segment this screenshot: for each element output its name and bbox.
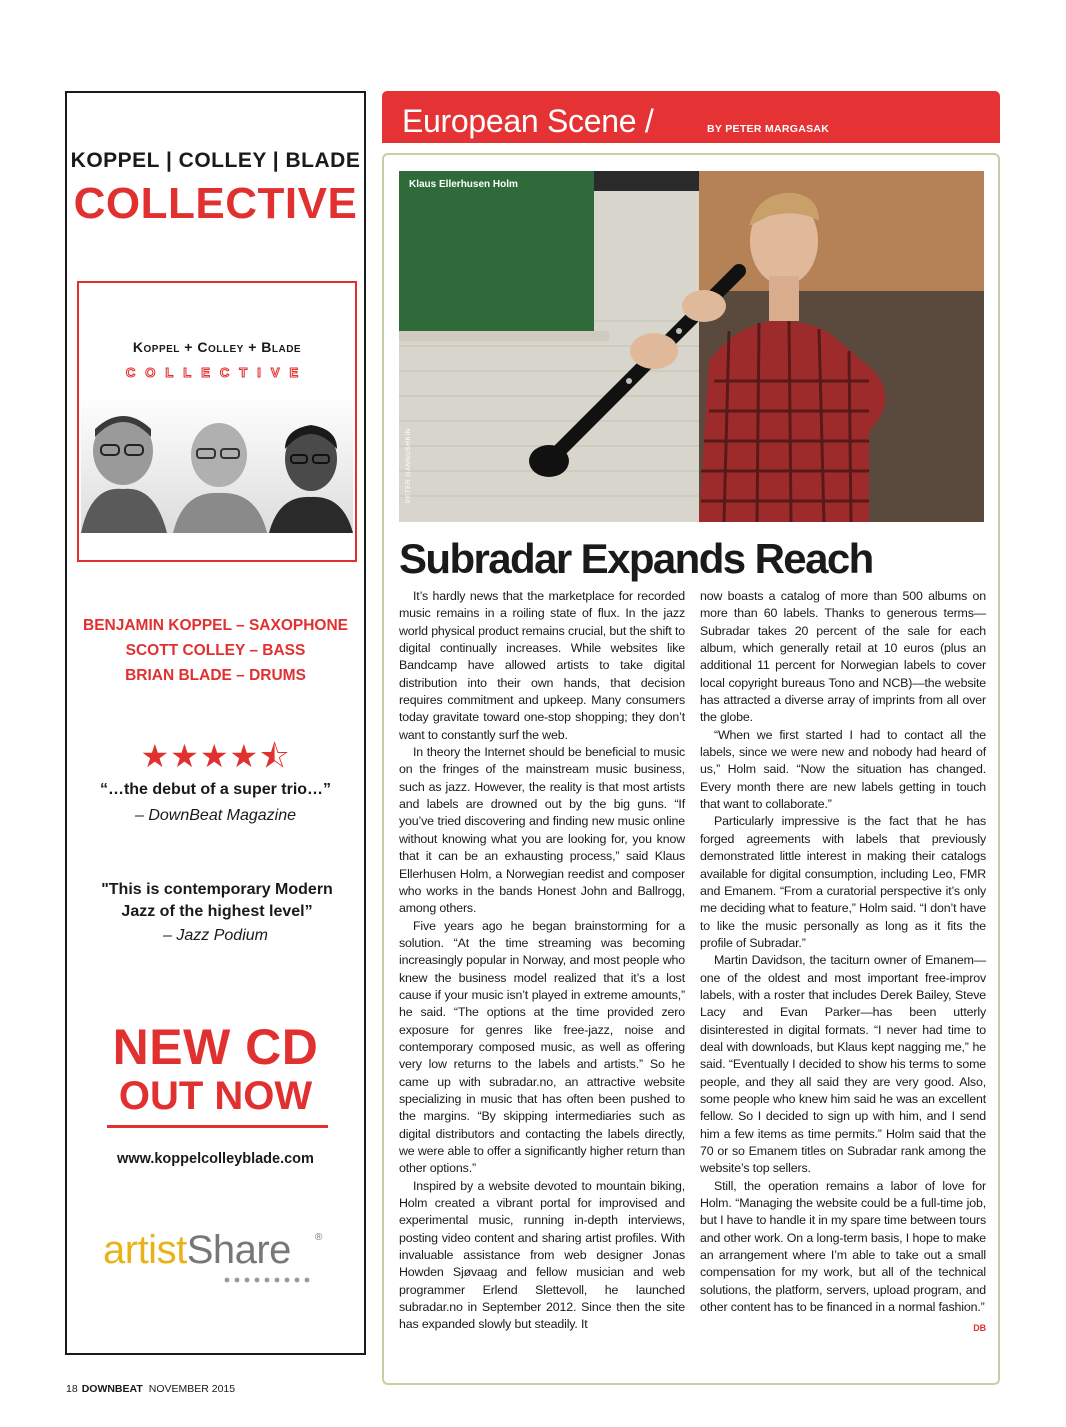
- article-paragraph: It’s hardly news that the marketplace for recorded music remains in a roiling state of flux. In the jazz world physical product remains crucial, but the shift to digital continually increases. While websites like Bandcamp have allowed artists to take digital distribution into their own hands, that decision requires commitment and upkeep. Many consumers today gravitate toward one-stop shopping; they don’t want to constantly surf the web.: [399, 589, 685, 742]
- article-headline: Subradar Expands Reach: [399, 535, 873, 582]
- credit-line: BRIAN BLADE – DRUMS: [125, 667, 306, 684]
- ad-musician-credits: [67, 613, 364, 688]
- byline: BY PETER MARGASAK: [707, 123, 830, 135]
- article-column-right: [700, 588, 986, 1338]
- ad-artist-names: KOPPEL | COLLEY | BLADE: [70, 149, 361, 172]
- website-link[interactable]: www.koppelcolleyblade.com: [117, 1151, 314, 1167]
- credit-line: BENJAMIN KOPPEL – SAXOPHONE: [83, 617, 348, 634]
- album-cover: [77, 281, 357, 562]
- review-quote: "This is contemporary Modern Jazz of the highest level”: [101, 881, 333, 920]
- article-paragraph: Martin Davidson, the taciturn owner of Emanem—one of the oldest and most important free-improv labels, with a roster that includes Derek Bailey, Steve Lacy and Evan Parker—has been utterly disinterested in digital formats. “I never had time to deal with downloads, but Klaus kept nagging me,” he said. “Eventually I decided to show his terms to some people, and they all said they are very good. Also, some people who knew him said he was an excellent fellow. So I decided to sign up with him, and I send him a few items as time permits.” Holm said that the 70 or so Emanem titles on Subradar rank among the website’s top sellers.: [700, 953, 986, 1176]
- issue-date: NOVEMBER 2015: [148, 1383, 236, 1395]
- review-quote: “…the debut of a super trio…”: [99, 781, 332, 798]
- registered-mark: ®: [315, 1232, 323, 1243]
- cover-artist-names: Koppel + Colley + Blade: [132, 339, 302, 355]
- page-footer: [66, 1383, 235, 1395]
- logo-text-artist: artist: [103, 1228, 187, 1272]
- section-header-bar: [382, 91, 1000, 143]
- cover-collective-text: COLLECTIVE: [125, 365, 309, 380]
- article-paragraph-text: Still, the operation remains a labor of love for Holm. “Managing the website could be a full-time job, but I have to handle it in my spare time between tours and other work. On a long-term basis, I hope to make an arrangement where I’m able to take out a small compensation for my work, but all of the technical solutions, the platform, servers, upload program, and other content has to be financed in a normal fashion.”: [700, 1178, 986, 1315]
- credit-line: SCOTT COLLEY – BASS: [125, 642, 306, 659]
- ad-divider: [107, 1125, 328, 1128]
- photo-credit: PETER GANNUSHKIN: [405, 428, 412, 503]
- article-paragraph: Five years ago he began brainstorming for a solution. “At the time streaming was becoming increasingly popular in Norway, and most people who knew the business model realized that it’s a lost cause if your music isn’t played in extreme amounts,” he said. “The options at the time provided zero exposure for genres like free-jazz, noise and contemporary composed music, as well as offering very low returns to the labels and artists.” So he came up with subradar.no, an attractive website specializing in music that has often been pushed to the margins. “By skipping intermediaries such as digital distributors and contacting the labels directly, we were able to offer a significantly higher return than other options.”: [399, 918, 685, 1176]
- section-slash: /: [644, 103, 654, 139]
- advertisement-panel: [65, 91, 366, 1355]
- end-mark: DB: [973, 1323, 986, 1334]
- article-paragraph: Particularly impressive is the fact that he has forged agreements with labels that previously demonstrated little interest in making their catalogs available for digital consumption, including Leo, FMR and Emanem. “From a curatorial perspective it’s only me deciding what to feature,” Holm said. “I don’t have to like the music personally as long as it fits the profile of Subradar.”: [700, 814, 986, 950]
- clarinetist-photo-image: [399, 171, 984, 522]
- artistshare-logo: [103, 1228, 333, 1288]
- article-paragraph: Inspired by a website devoted to mountain biking, Holm created a vibrant portal for improvised and experimental music, running in-depth interviews, posting video content and sharing artist profiles. With invaluable assistance from web designer Jonas Howden Sjøvaag and fellow musician and web programmer Erlend Slettevoll, he launched subradar.no in September 2012. Since then the site has expanded slowly but steadily. It: [399, 1178, 685, 1332]
- article-paragraph: now boasts a catalog of more than 500 albums on more than 60 labels. Thanks to generous terms—Subradar takes 20 percent of the sale for each album, which generally retail at 10 euros (plus an additional 11 percent for Norwegian labels to cover local copyright bureaus Tono and NCB)—the website has attracted a diverse array of imprints from all over the globe.: [700, 589, 986, 725]
- publication-name: DOWNBEAT: [81, 1383, 143, 1395]
- logo-text-share: Share: [186, 1228, 291, 1272]
- review-source: – DownBeat Magazine: [135, 807, 296, 824]
- new-cd-headline: NEW CD: [112, 1019, 319, 1075]
- article-photo: [399, 171, 984, 522]
- logo-dots-icon: [223, 1276, 313, 1284]
- photo-caption: Klaus Ellerhusen Holm: [409, 179, 518, 190]
- section-title: [402, 103, 653, 139]
- article-paragraph: [700, 1178, 986, 1334]
- section-name: European Scene: [402, 103, 637, 139]
- article-paragraph: “When we first started I had to contact all the labels, since we were new and nobody had heard of us,” Holm said. “Now the situation has changed. Every month there are new labels getting in touch that want to collaborate.”: [700, 727, 986, 812]
- page-number: 18: [66, 1383, 78, 1395]
- out-now-headline: OUT NOW: [118, 1074, 313, 1118]
- article-paragraph: In theory the Internet should be beneficial to music on the fringes of the mainstream music business, such as jazz. However, the reality is that most artists and labels are drowned out by the big guns. “If you’ve tried discovering and finding new music online without knowing what you are looking for, you know that it can be an exhausting process,” said Klaus Ellerhusen Holm, a Norwegian reedist and composer who works in the bands Honest John and Ballrogg, among others.: [399, 745, 685, 916]
- ad-collective-title: COLLECTIVE: [73, 179, 358, 228]
- star-rating: ★★★★⯪: [140, 738, 291, 774]
- trio-portrait-image: [81, 393, 353, 533]
- article-column-left: [399, 588, 685, 1334]
- review-source: – Jazz Podium: [163, 927, 268, 944]
